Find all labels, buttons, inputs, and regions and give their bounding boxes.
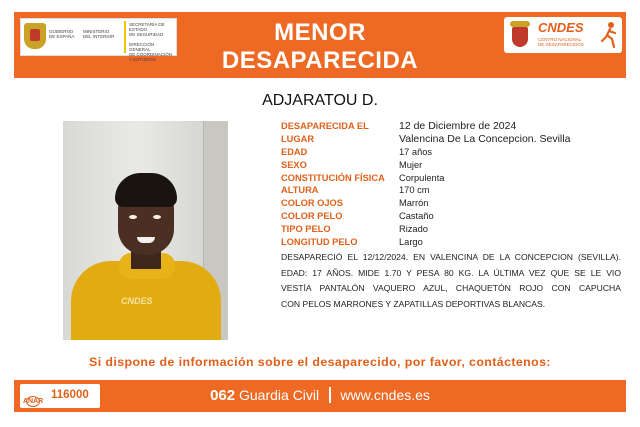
- detail-label: TIPO PELO: [281, 224, 331, 235]
- footer-divider: [329, 387, 331, 403]
- header-banner: [14, 12, 626, 78]
- detail-label: SEXO: [281, 159, 307, 170]
- detail-label: ALTURA: [281, 185, 319, 196]
- person-photo: [63, 121, 228, 340]
- detail-label: LUGAR: [281, 133, 315, 144]
- detail-value: 12 de Diciembre de 2024: [399, 120, 517, 132]
- detail-label: EDAD: [281, 146, 308, 157]
- detail-value: Castaño: [399, 211, 434, 222]
- guardia-phone[interactable]: 062: [210, 387, 236, 404]
- description-line: VESTÍA PANTALÓN VAQUERO AZUL, CHAQUETÓN ROJO CON CAPUCHA: [281, 283, 621, 293]
- cndes-sub-2: DE DESAPARECIDOS: [538, 42, 584, 47]
- title-line-1: MENOR: [274, 19, 366, 46]
- sec-1: SECRETARÍA DE ESTADO: [129, 22, 165, 32]
- website-link[interactable]: www.cndes.es: [340, 387, 430, 403]
- dir-1: DIRECCIÓN GENERAL: [129, 42, 155, 52]
- detail-value: Mujer: [399, 159, 423, 170]
- detail-value: Marrón: [399, 198, 429, 209]
- ministry-2: DEL INTERIOR: [83, 34, 115, 39]
- description-line: CON PELOS MARRONES Y ZAPATILLAS DEPORTIVAS BLANCAS.: [281, 298, 546, 309]
- cndes-logo: CNDES: [538, 20, 584, 35]
- gov-name-1: GOBIERNO: [49, 29, 74, 34]
- dir-2: DE COORDINACIÓN: [129, 52, 173, 57]
- description-line: DESAPARECIÓ EL 12/12/2024. EN VALENCINA DE LA CONCEPCION (SEVILLA).: [281, 252, 621, 262]
- detail-value: Rizado: [399, 224, 428, 235]
- dir-3: Y ESTUDIOS: [129, 57, 157, 62]
- cndes-sub-1: CENTRO NACIONAL: [538, 37, 582, 42]
- detail-label: DESAPARECIDA EL: [281, 121, 369, 131]
- gov-name-2: DE ESPAÑA: [49, 34, 75, 39]
- sec-2: DE SEGURIDAD: [129, 32, 164, 37]
- detail-value: Largo: [399, 237, 423, 248]
- cndes-logo-box: [504, 17, 622, 53]
- detail-label: LONGITUD PELO: [281, 237, 358, 248]
- footer-banner: [14, 380, 626, 412]
- person-name: ADJARATOU D.: [262, 92, 378, 109]
- contact-prompt: Si dispone de información sobre el desaparecido, por favor, contáctenos:: [89, 355, 551, 369]
- description: [281, 250, 621, 312]
- title-line-2: DESAPARECIDA: [221, 47, 419, 74]
- detail-value: Valencina De La Concepcion. Sevilla: [399, 132, 571, 145]
- anar-label: ANAR: [23, 398, 44, 405]
- guardia-civil-label: Guardia Civil: [239, 387, 320, 403]
- detail-value: 170 cm: [399, 185, 430, 196]
- description-line: EDAD: 17 AÑOS. MIDE 1.70 Y PESA 80 KG. LA ÚLTIMA VEZ QUE SE LE VIO: [281, 267, 621, 278]
- coat-of-arms-icon: [507, 21, 533, 49]
- anar-phone: 116000: [51, 389, 89, 401]
- detail-value: Corpulenta: [399, 172, 445, 183]
- detail-label: CONSTITUCIÓN FÍSICA: [281, 172, 385, 183]
- runner-icon: [600, 21, 618, 49]
- ministry-1: MINISTERIO: [83, 29, 110, 34]
- sweater-logo: CNDES: [121, 296, 153, 306]
- detail-label: COLOR PELO: [281, 211, 343, 222]
- detail-label: COLOR OJOS: [281, 198, 343, 209]
- detail-value: 17 años: [399, 146, 433, 157]
